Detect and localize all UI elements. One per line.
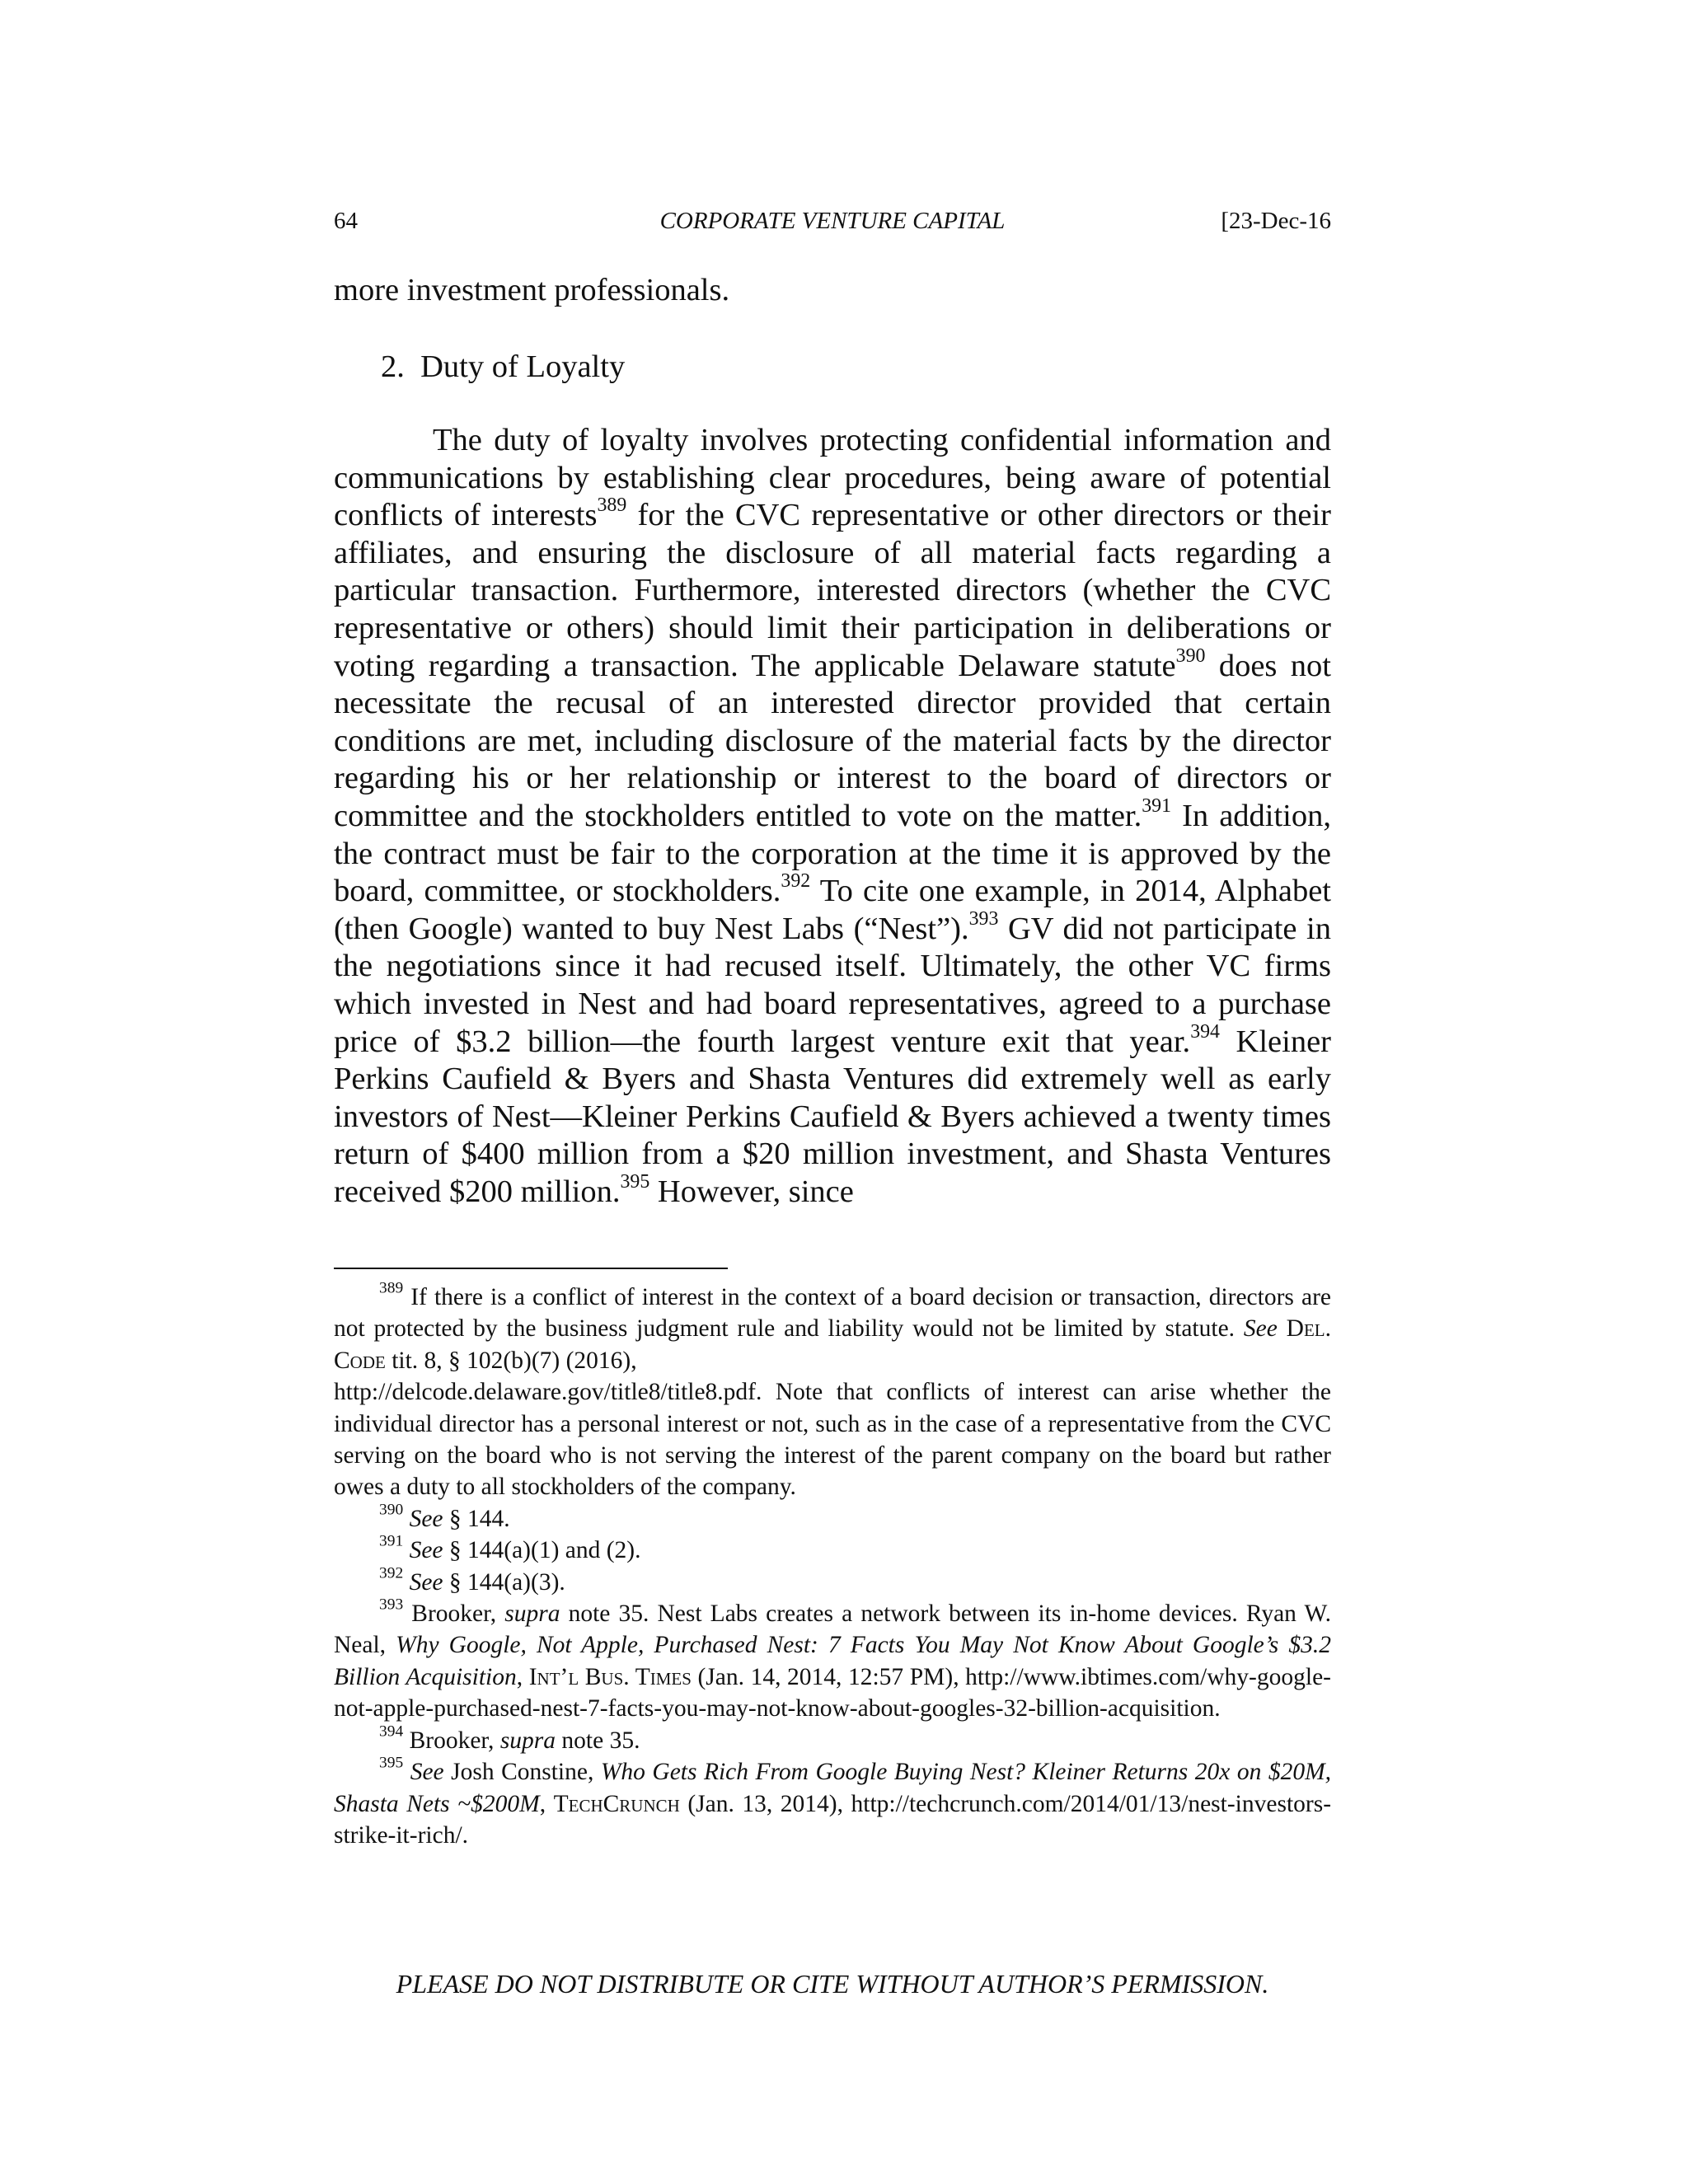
para-text: In addition, the contract must be fair to the corporation at the time it is approved by the board, committee, or stockholders. xyxy=(334,798,1332,909)
footnote-389 xyxy=(334,1279,1331,1503)
footnote-number: 392 xyxy=(379,1564,404,1582)
signal-supra: supra xyxy=(499,1727,556,1754)
footnote-number: 389 xyxy=(379,1279,404,1297)
draft-date: [23-Dec-16 xyxy=(1221,208,1331,234)
code-citation: Del. Code xyxy=(334,1315,1331,1374)
footnote-number: 394 xyxy=(379,1722,404,1741)
footnote-ref-392[interactable]: 392 xyxy=(781,869,811,892)
para-text: does not necessitate the recusal of an interested director provided that certain conditions are met, including disclosure of the material facts by the director regarding his or her relationship or interest to the board of directors or committee and the stockholders entitled to vote on the matter. xyxy=(334,648,1331,833)
para-text: The duty of loyalty involves protecting confidential information and communications by establishing clear procedures, being aware of potential conflicts of interests xyxy=(334,423,1331,533)
body-paragraph xyxy=(334,422,1331,1211)
para-text: Kleiner Perkins Caufield & Byers and Shasta Ventures did extremely well as early investors of Nest—Kleiner Perkins Caufield & Byers achieved a twenty times return of $400 million from a $20 million investment, and Shasta Ventures received $200 million. xyxy=(334,1024,1331,1209)
section-heading xyxy=(381,348,625,386)
signal-see: See xyxy=(410,1759,444,1786)
publication-name: TechCrunch xyxy=(553,1790,680,1817)
footnote-url[interactable] xyxy=(334,1376,1331,1503)
footnote-393 xyxy=(334,1598,1331,1725)
footnote-392 xyxy=(334,1564,1331,1598)
page-number: 64 xyxy=(334,208,358,234)
footnote-ref-393[interactable]: 393 xyxy=(968,907,999,930)
footnote-number: 393 xyxy=(379,1596,404,1614)
article-title: Why Google, Not Apple, Purchased Nest: 7 Facts You May Not Know About Google’s $3.2 Billion Acquisition xyxy=(334,1632,1331,1690)
footnote-text xyxy=(1278,1315,1287,1342)
footnote-394 xyxy=(334,1722,1331,1756)
footnote-text: § 144(a)(1) and (2). xyxy=(443,1537,641,1564)
footnote-391 xyxy=(334,1532,1331,1566)
para-text: However, since xyxy=(649,1174,854,1209)
para-text: GV did not participate in the negotiations since it had recused itself. Ultimately, the other VC firms which invested in Nest and had board representatives, agreed to a purchase price of $3.2 billion—the fourth largest venture exit that year. xyxy=(334,911,1332,1059)
signal-see: See xyxy=(409,1568,443,1596)
footnote-text: note 35. xyxy=(556,1727,640,1754)
footnote-text[interactable]: (Jan. 13, 2014), http://techcrunch.com/2014/01/13/nest-investors-strike-it-rich/. xyxy=(334,1790,1332,1849)
footnote-ref-390[interactable]: 390 xyxy=(1175,644,1206,667)
distribution-notice: PLEASE DO NOT DISTRIBUTE OR CITE WITHOUT AUTHOR’S PERMISSION. xyxy=(396,1969,1269,1999)
footnote-text: Brooker, xyxy=(403,1727,500,1754)
signal-see: See xyxy=(409,1505,443,1532)
footnote-text: , xyxy=(516,1663,529,1690)
footnote-number: 395 xyxy=(379,1754,404,1772)
para-text: for the CVC representative or other directors or their affiliates, and ensuring the disclosure of all material facts regarding a particular transaction. Furthermore, interested directors (whether the CVC representative or others) should limit their participation in deliberations or voting regarding a transaction. The applicable Delaware statute xyxy=(334,498,1331,683)
footnote-separator xyxy=(334,1268,728,1269)
continuation-line: more investment professionals. xyxy=(334,273,730,307)
footnote-text: Note that conflicts of interest can arise whether the individual director has a personal interest or not, such as in the case of a representative from the CVC serving on the board who is not serving the interest of the parent company on the board but rather owes a duty to all stockholders of the company. xyxy=(334,1379,1331,1501)
footnote-number: 390 xyxy=(379,1501,404,1519)
footnote-395 xyxy=(334,1756,1331,1851)
signal-see: See xyxy=(1243,1315,1278,1343)
signal-see: See xyxy=(409,1537,443,1564)
running-title: CORPORATE VENTURE CAPITAL xyxy=(659,208,1006,234)
footnote-ref-394[interactable]: 394 xyxy=(1190,1020,1220,1043)
url-text: http://delcode.delaware.gov/title8/title8.pdf. xyxy=(334,1379,762,1406)
section-number: 2. xyxy=(381,349,405,384)
footnote-text: tit. 8, § 102(b)(7) (2016), xyxy=(385,1347,637,1374)
footnote-text: , xyxy=(539,1790,554,1817)
footnote-text xyxy=(403,1759,410,1785)
footnote-number: 391 xyxy=(379,1532,404,1550)
para-text: To cite one example, in 2014, Alphabet (then Google) wanted to buy Nest Labs (“Nest”). xyxy=(334,874,1331,946)
article-title: Who Gets Rich From Google Buying Nest? Kleiner Returns 20x on $20M, Shasta Nets ~$200M xyxy=(334,1759,1332,1817)
footnote-text: § 144. xyxy=(443,1505,510,1532)
footnote-ref-391[interactable]: 391 xyxy=(1142,794,1172,817)
footnote-text[interactable]: (Jan. 14, 2014, 12:57 PM), http://www.ibtimes.com/why-google-not-apple-purchased-nest-7-facts-you-may-not-know-about-googles-32-billion-acquisition. xyxy=(334,1663,1331,1722)
footnotes xyxy=(334,1279,1332,1851)
footnote-text: note 35. Nest Labs creates a network between its in-home devices. Ryan W. Neal, xyxy=(334,1601,1331,1659)
footnote-390 xyxy=(334,1503,1331,1535)
footnote-text: If there is a conflict of interest in the context of a board decision or transaction, directors are not protected by the business judgment rule and liability would not be limited by statute. xyxy=(334,1284,1331,1343)
footnote-ref-395[interactable]: 395 xyxy=(620,1170,650,1193)
footnote-text: Brooker, xyxy=(403,1601,505,1628)
footnote-ref-389[interactable]: 389 xyxy=(597,494,627,517)
publication-name: Int’l Bus. Times xyxy=(528,1663,692,1690)
running-header xyxy=(334,204,1331,237)
signal-supra: supra xyxy=(504,1601,560,1628)
footnote-text: Josh Constine, xyxy=(443,1759,601,1786)
footnote-text: § 144(a)(3). xyxy=(443,1568,565,1596)
section-title: Duty of Loyalty xyxy=(420,349,626,384)
